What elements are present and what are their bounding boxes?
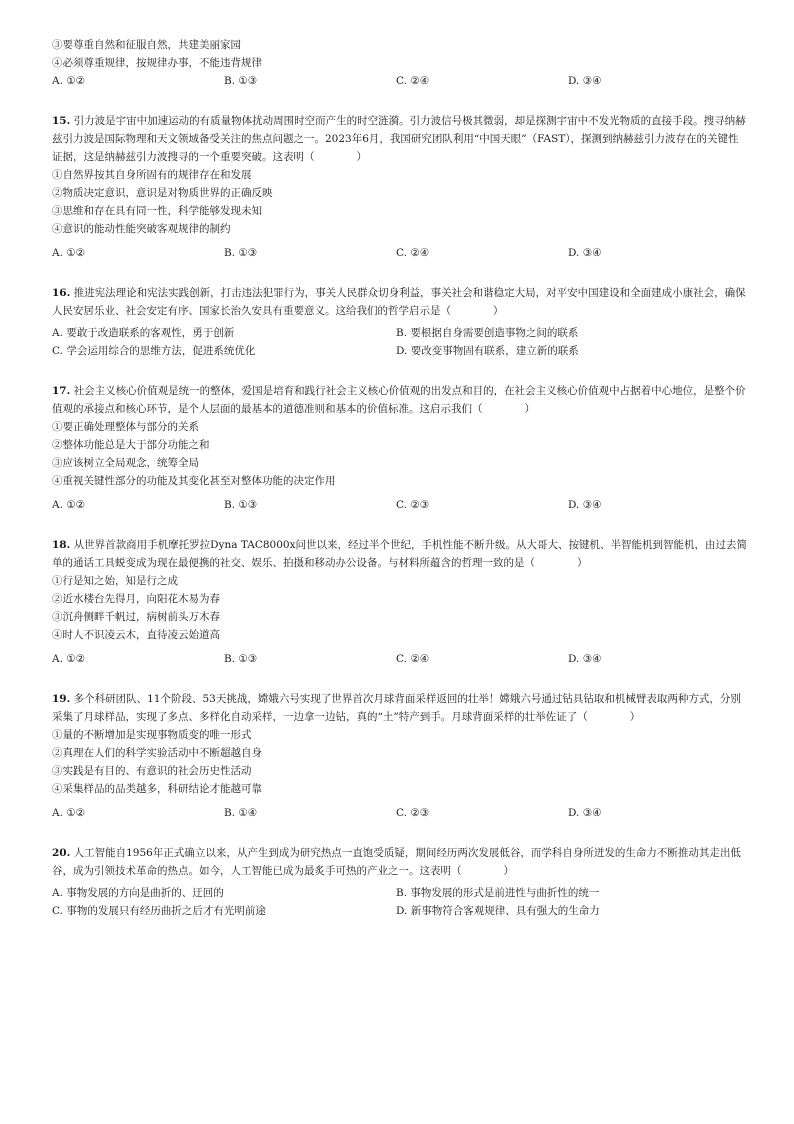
statement-item: ②物质决定意识，意识是对物质世界的正确反映	[52, 187, 273, 199]
option-b[interactable]: B. ①③	[224, 653, 258, 665]
option-b[interactable]: B. ①③	[224, 75, 258, 87]
answer-options	[52, 72, 748, 90]
answer-options	[52, 650, 748, 668]
statement-item: ①自然界按其自身所固有的规律存在和发展	[52, 169, 252, 181]
answer-options	[52, 324, 748, 360]
question-number: 18.	[52, 539, 71, 551]
answer-options	[52, 884, 748, 920]
question-number: 17.	[52, 385, 71, 397]
option-c[interactable]: C. ②③	[396, 807, 430, 819]
option-a[interactable]: A. 事物发展的方向是曲折的、迂回的	[52, 887, 224, 899]
option-b[interactable]: B. ①③	[224, 247, 258, 259]
question-stem	[52, 382, 748, 418]
question-19	[52, 690, 748, 822]
answer-options	[52, 804, 748, 822]
option-a[interactable]: A. ①②	[52, 247, 86, 259]
statement-item: ①量的不断增加是实现事物质变的唯一形式	[52, 729, 252, 741]
statement-item: ④采集样品的品类越多，科研结论才能越可靠	[52, 783, 262, 795]
question-stem	[52, 112, 748, 166]
option-a[interactable]: A. 要敢于改造联系的客观性，勇于创新	[52, 327, 235, 339]
option-c[interactable]: C. ②④	[396, 653, 430, 665]
statement-item: ①行是知之始，知是行之成	[52, 575, 178, 587]
option-c[interactable]: C. ②④	[396, 247, 430, 259]
option-b[interactable]: B. 要根据自身需要创造事物之间的联系	[396, 327, 579, 339]
statement-item: ③应该树立全局观念，统筹全局	[52, 457, 199, 469]
question-text: 推进宪法理论和宪法实践创新，打击违法犯罪行为，事关人民群众切身利益，事关社会和谐稳定大局，对平安中国建设和全面建成小康社会，确保人民安居乐业、社会安定有序、国家长治久安具有重要意义。这给我们的哲学启示是（ ）	[52, 287, 746, 317]
question-stem	[52, 844, 748, 880]
question-text: 引力波是宇宙中加速运动的有质量物体扰动周围时空而产生的时空涟漪。引力波信号极其微弱，却是探测宇宙中不发光物质的直接手段。搜寻纳赫兹引力波是国际物理和天文领域备受关注的焦点问题之一。2023年6月，我国研究团队利用“中国天眼”（FAST），探测到纳赫兹引力波存在的关键性证据，这是纳赫兹引力波搜寻的一个重要突破。这表明（ ）	[52, 115, 746, 163]
option-d[interactable]: D. 要改变事物固有联系，建立新的联系	[396, 345, 579, 357]
option-b[interactable]: B. 事物发展的形式是前进性与曲折性的统一	[396, 887, 600, 899]
question-stem	[52, 536, 748, 572]
exam-page	[52, 36, 748, 920]
option-c[interactable]: C. 事物的发展只有经历曲折之后才有光明前途	[52, 905, 266, 917]
option-d[interactable]: D. ③④	[568, 247, 602, 259]
answer-options	[52, 244, 748, 262]
statement-item: ②整体功能总是大于部分功能之和	[52, 439, 210, 451]
option-c[interactable]: C. ②④	[396, 75, 430, 87]
statement-item: ①要正确处理整体与部分的关系	[52, 421, 199, 433]
option-item: ④必须尊重规律，按规律办事，不能违背规律	[52, 57, 262, 69]
statement-item: ②真理在人们的科学实验活动中不断超越自身	[52, 747, 262, 759]
question-16	[52, 284, 748, 360]
question-number: 15.	[52, 115, 71, 127]
question-text: 人工智能自1956年正式确立以来，从产生到成为研究热点一直饱受质疑，期间经历两次发展低谷，而学科自身所迸发的生命力不断推动其走出低谷，成为引领技术革命的热点。如今，人工智能已成为最炙手可热的产业之一。这表明（ ）	[52, 847, 741, 877]
option-a[interactable]: A. ①②	[52, 653, 86, 665]
option-d[interactable]: D. ③④	[568, 653, 602, 665]
question-17	[52, 382, 748, 514]
option-a[interactable]: A. ①②	[52, 807, 86, 819]
question-number: 20.	[52, 847, 71, 859]
answer-options	[52, 496, 748, 514]
q14-tail	[52, 36, 748, 90]
option-d[interactable]: D. 新事物符合客观规律、具有强大的生命力	[396, 905, 600, 917]
question-20	[52, 844, 748, 920]
statement-item: ④意识的能动性能突破客观规律的制约	[52, 223, 231, 235]
option-a[interactable]: A. ①②	[52, 75, 86, 87]
option-c[interactable]: C. 学会运用综合的思维方法，促进系统优化	[52, 345, 256, 357]
question-text: 从世界首款商用手机摩托罗拉Dyna TAC8000x问世以来，经过半个世纪，手机性能不断升级。从大哥大、按键机、半智能机到智能机，由过去简单的通话工具蜕变成为现在最便携的社交、娱乐、拍摄和移动办公设备。与材料所蕴含的哲理一致的是（ ）	[52, 539, 748, 569]
question-text: 多个科研团队、11个阶段、53天挑战，嫦娥六号实现了世界首次月球背面采样返回的壮举！嫦娥六号通过钻具钻取和机械臂表取两种方式，分别采集了月球样品，实现了多点、多样化自动采样，一边拿一边钻，真的“土”特产到手。月球背面采样的壮举佐证了（ ）	[52, 693, 741, 723]
question-number: 16.	[52, 287, 71, 299]
option-d[interactable]: D. ③④	[568, 75, 602, 87]
question-18	[52, 536, 748, 668]
statement-item: ④时人不识凌云木，直待凌云始道高	[52, 629, 220, 641]
statement-item: ③思维和存在具有同一性，科学能够发现未知	[52, 205, 262, 217]
option-b[interactable]: B. ①③	[224, 499, 258, 511]
question-stem	[52, 284, 748, 320]
statement-item: ③沉舟侧畔千帆过，病树前头万木春	[52, 611, 220, 623]
question-stem	[52, 690, 748, 726]
statement-item: ③实践是有目的、有意识的社会历史性活动	[52, 765, 252, 777]
option-item: ③要尊重自然和征服自然，共建美丽家园	[52, 39, 241, 51]
option-b[interactable]: B. ①④	[224, 807, 258, 819]
question-text: 社会主义核心价值观是统一的整体，爱国是培育和践行社会主义核心价值观的出发点和目的，在社会主义核心价值观中占据着中心地位，是整个价值观的承接点和核心环节，是个人层面的最基本的道德准则和基本的价值标准。这启示我们（ ）	[52, 385, 746, 415]
option-a[interactable]: A. ①②	[52, 499, 86, 511]
option-c[interactable]: C. ②③	[396, 499, 430, 511]
statement-item: ②近水楼台先得月，向阳花木易为春	[52, 593, 220, 605]
statement-item: ④重视关键性部分的功能及其变化甚至对整体功能的决定作用	[52, 475, 336, 487]
option-d[interactable]: D. ③④	[568, 807, 602, 819]
question-number: 19.	[52, 693, 71, 705]
question-15	[52, 112, 748, 262]
option-d[interactable]: D. ③④	[568, 499, 602, 511]
